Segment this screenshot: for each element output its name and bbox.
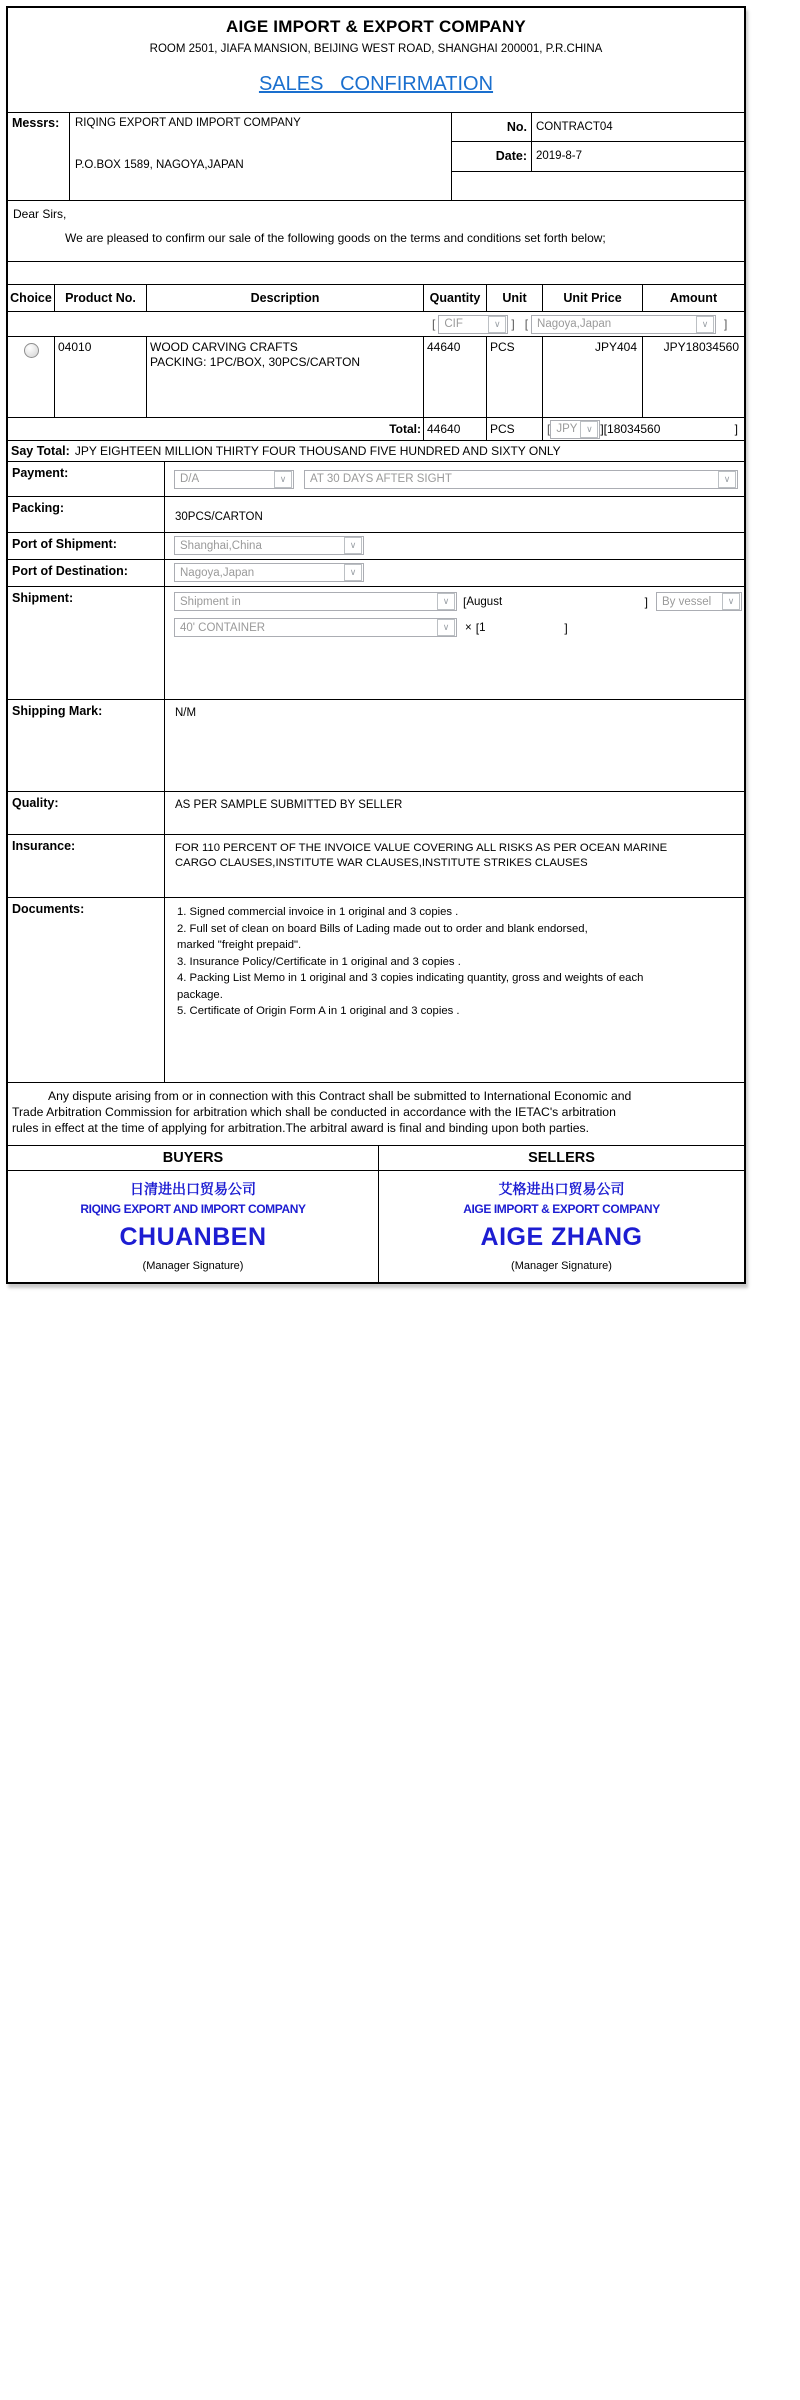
document-item-line: 1. Signed commercial invoice in 1 original and 3 copies . [177, 906, 459, 918]
meta-empty-row [452, 172, 744, 200]
column-header-quantity: Quantity [424, 285, 487, 311]
buyers-signature-block [8, 1171, 379, 1282]
date-label: Date: [452, 142, 532, 170]
bracket-open: [ [524, 317, 529, 331]
payment-tenor-value: AT 30 DAYS AFTER SIGHT [310, 473, 452, 485]
chevron-down-icon: ∨ [344, 564, 362, 581]
product-no-cell: 04010 [55, 337, 147, 417]
quality-value: AS PER SAMPLE SUBMITTED BY SELLER [175, 799, 403, 811]
payment-row [8, 461, 744, 496]
say-total-value: JPY EIGHTEEN MILLION THIRTY FOUR THOUSAND FIVE HUNDRED AND SIXTY ONLY [74, 444, 561, 458]
shipping-mark-row [8, 699, 744, 791]
description-line-2: PACKING: 1PC/BOX, 30PCS/CARTON [150, 355, 361, 369]
arbitration-line-3: rules in effect at the time of applying for arbitration.The arbitral award is final and binding upon both parties. [12, 1121, 589, 1135]
shipment-by-select[interactable] [656, 592, 742, 611]
document-title: SALES CONFIRMATION [258, 73, 494, 95]
documents-list [165, 898, 744, 1020]
shipment-row [8, 586, 744, 699]
bracket-open: [ [475, 620, 480, 635]
port-of-shipment-row [8, 532, 744, 559]
signature-headings [8, 1145, 744, 1170]
chevron-down-icon: ∨ [488, 316, 506, 333]
document-item-line: 2. Full set of clean on board Bills of Lading made out to order and blank endorsed, [177, 922, 588, 935]
chevron-down-icon: ∨ [580, 421, 598, 438]
shipment-month-value: August [466, 595, 503, 608]
shipment-mode-select[interactable] [174, 592, 457, 611]
port-of-shipment-value: Shanghai,China [180, 539, 262, 552]
payment-label: Payment: [8, 462, 165, 496]
arbitration-line-1: Any dispute arising from or in connection with this Contract shall be submitted to International Economic and [48, 1089, 632, 1103]
total-row [8, 417, 744, 440]
payment-method-select[interactable] [174, 470, 294, 489]
sellers-company-en: AIGE IMPORT & EXPORT COMPANY [463, 1202, 660, 1216]
chevron-down-icon: ∨ [437, 593, 455, 610]
total-amount-cell [543, 418, 744, 440]
sellers-signature-caption: (Manager Signature) [511, 1260, 612, 1272]
bracket-close: ] [734, 422, 738, 436]
buyer-info-cell [70, 113, 452, 200]
column-header-amount: Amount [669, 291, 718, 305]
shipping-mark-value: N/M [175, 707, 197, 719]
buyers-heading: BUYERS [8, 1146, 379, 1170]
buyers-company-en: RIQING EXPORT AND IMPORT COMPANY [80, 1202, 306, 1216]
salutation: Dear Sirs, [13, 207, 67, 221]
document-item-line: 3. Insurance Policy/Certificate in 1 original and 3 copies . [177, 955, 461, 968]
container-qty-field[interactable] [476, 621, 568, 635]
shipment-month-field[interactable] [463, 595, 648, 609]
bracket-close: ] [564, 620, 568, 635]
column-header-product-no: Product No. [55, 285, 147, 311]
port-of-destination-value: Nagoya,Japan [180, 566, 255, 579]
document-header [8, 8, 744, 112]
shipment-mode-value: Shipment in [180, 595, 241, 608]
goods-table-row [8, 336, 744, 417]
container-type-select[interactable] [174, 618, 457, 637]
chevron-down-icon: ∨ [437, 619, 455, 636]
sellers-signature-block [379, 1171, 744, 1282]
total-label: Total: [8, 418, 424, 440]
quantity-cell: 44640 [424, 337, 487, 417]
say-total-row [8, 440, 744, 461]
multiply-sign: × [465, 621, 472, 634]
column-header-description: Description [147, 285, 424, 311]
sellers-heading: SELLERS [528, 1150, 595, 1166]
port-of-destination-label: Port of Destination: [8, 560, 165, 586]
destination-value: Nagoya,Japan [537, 318, 612, 330]
total-unit: PCS [487, 418, 543, 440]
insurance-line-2: CARGO CLAUSES,INSTITUTE WAR CLAUSES,INSTITUTE STRIKES CLAUSES [175, 857, 588, 869]
port-of-shipment-label: Port of Shipment: [8, 533, 165, 559]
arbitration-clause [8, 1082, 744, 1145]
port-of-destination-row [8, 559, 744, 586]
bracket-open: [ [463, 594, 467, 609]
bracket-mid: ][ [600, 422, 608, 436]
buyers-signature-name: CHUANBEN [119, 1223, 267, 1251]
currency-value: JPY [556, 423, 578, 435]
shipping-mark-label: Shipping Mark: [8, 700, 165, 791]
choice-radio-button[interactable] [24, 343, 39, 358]
unit-price-cell: JPY404 [543, 337, 643, 417]
buyer-name: RIQING EXPORT AND IMPORT COMPANY [75, 117, 301, 129]
messrs-label: Messrs: [8, 113, 70, 200]
insurance-label: Insurance: [8, 835, 165, 897]
documents-label: Documents: [8, 898, 165, 1082]
container-qty-value: 1 [479, 621, 486, 634]
bracket-open: [ [547, 422, 551, 436]
sales-confirmation-document [6, 6, 746, 1284]
document-item-line: marked "freight prepaid". [177, 939, 302, 951]
insurance-row [8, 834, 744, 897]
company-address: ROOM 2501, JIAFA MANSION, BEIJING WEST ROAD, SHANGHAI 200001, P.R.CHINA [149, 43, 603, 55]
shipment-label: Shipment: [8, 587, 165, 699]
amount-cell: JPY18034560 [663, 340, 739, 354]
port-of-shipment-select[interactable] [174, 536, 364, 555]
arbitration-line-2: Trade Arbitration Commission for arbitration which shall be conducted in accordance with the IETAC's arbitration [12, 1105, 616, 1119]
quality-label: Quality: [8, 792, 165, 834]
total-amount-value[interactable]: 18034560 [607, 422, 661, 436]
description-cell [147, 337, 424, 417]
documents-row [8, 897, 744, 1082]
document-item-line: package. [177, 988, 223, 1001]
document-item-line: 4. Packing List Memo in 1 original and 3 copies indicating quantity, gross and weights of each [177, 972, 644, 984]
bracket-open: [ [432, 317, 436, 331]
column-header-unit-price: Unit Price [543, 285, 643, 311]
sellers-signature-name: AIGE ZHANG [480, 1223, 643, 1251]
description-line-1: WOOD CARVING CRAFTS [150, 340, 298, 354]
packing-row [8, 496, 744, 532]
quality-row [8, 791, 744, 834]
chevron-down-icon: ∨ [718, 471, 736, 488]
chevron-down-icon: ∨ [722, 593, 740, 610]
price-term-select[interactable] [438, 315, 508, 334]
insurance-line-1: FOR 110 PERCENT OF THE INVOICE VALUE COVERING ALL RISKS AS PER OCEAN MARINE [175, 842, 668, 854]
date-value[interactable]: 2019-8-7 [536, 150, 583, 163]
price-term-value: CIF [444, 318, 463, 330]
company-name: AIGE IMPORT & EXPORT COMPANY [226, 17, 526, 36]
buyers-signature-caption: (Manager Signature) [142, 1260, 244, 1272]
payment-method-value: D/A [180, 473, 200, 485]
column-header-unit: Unit [487, 285, 543, 311]
buyer-address: P.O.BOX 1589, NAGOYA,JAPAN [75, 159, 244, 171]
currency-select[interactable] [550, 420, 600, 439]
container-type-value: 40' CONTAINER [180, 621, 266, 634]
contract-no-label: No. [452, 113, 532, 141]
packing-label: Packing: [8, 497, 165, 532]
document-item-line: 5. Certificate of Origin Form A in 1 original and 3 copies . [177, 1005, 460, 1017]
sellers-company-cn: 艾格进出口贸易公司 [498, 1181, 625, 1197]
say-total-label: Say Total: [11, 444, 70, 458]
chevron-down-icon: ∨ [344, 537, 362, 554]
intro-text: We are pleased to confirm our sale of the following goods on the terms and conditions set forth below; [65, 231, 606, 245]
signature-blocks [8, 1170, 744, 1282]
payment-tenor-select[interactable] [304, 470, 738, 489]
packing-value: 30PCS/CARTON [175, 511, 263, 523]
column-header-choice: Choice [8, 285, 55, 311]
goods-table-header [8, 284, 744, 311]
port-of-destination-select[interactable] [174, 563, 364, 582]
choice-cell [8, 337, 55, 417]
intro-section [8, 200, 744, 261]
chevron-down-icon: ∨ [696, 316, 714, 333]
spacer-row [8, 261, 744, 284]
buyers-company-cn: 日清进出口贸易公司 [130, 1181, 256, 1197]
messrs-section [8, 112, 744, 200]
unit-cell: PCS [487, 337, 543, 417]
destination-select[interactable] [531, 315, 716, 334]
shipment-by-value: By vessel [662, 595, 712, 608]
bracket-close: ] [511, 317, 515, 331]
total-quantity: 44640 [424, 418, 487, 440]
contract-no-value[interactable]: CONTRACT04 [536, 121, 613, 134]
price-terms-row [8, 311, 744, 336]
contract-meta-box [452, 113, 744, 200]
bracket-close: ] [644, 594, 648, 609]
chevron-down-icon: ∨ [274, 471, 292, 488]
bracket-close: ] [724, 317, 728, 331]
